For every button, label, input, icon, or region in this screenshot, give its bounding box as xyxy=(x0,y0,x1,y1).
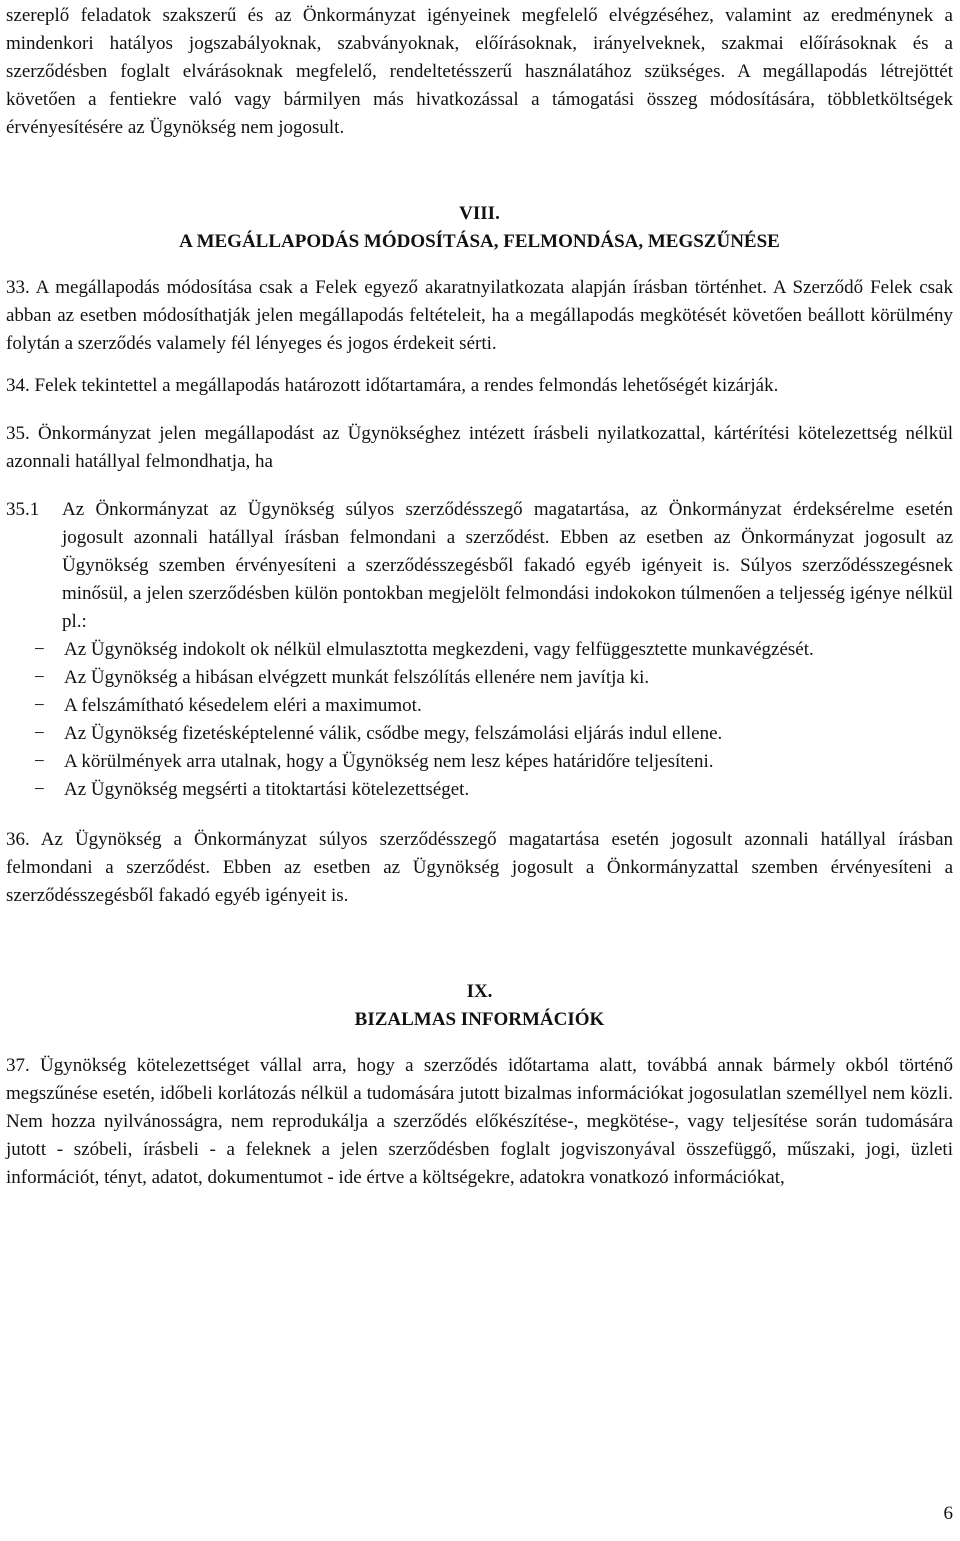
paragraph-37: 37. Ügynökség kötelezettséget vállal arra, hogy a szerződés időtartama alatt, továbbá annak bármely okból történő megszűnése esetén, időbeli korlátozás nélkül a tudomására jutott bizalmas információkat jogosulatlan személlyel nem közli. Nem hozza nyilvánosságra, nem reprodukálja a szerződés előkészítése-, megkötése-, vagy teljesítése során tudomására jutott - szóbeli, írásbeli - a feleknek a jelen szerződésben foglalt jogviszonyával összefüggő, műszaki, jogi, üzleti információt, tényt, adatot, dokumentumot - ide értve a költségekre, adatokra vonatkozó információkat, xyxy=(6,1055,953,1188)
paragraph-35-1-text: Az Önkormányzat az Ügynökség súlyos szerződésszegő magatartása, az Önkormányzat érdeksérelme esetén jogosult azonnali hatállyal írásban felmondani a szerződést. Ebben az esetben az Önkormányzat jogosult az Ügynökség szemben érvényesíteni a szerződésszegésből fakadó egyéb igényeit is. Súlyos szerződésszegésnek minősül, a jelen szerződésben külön pontokban megjelölt felmondási indokokon túlmenően a teljesség igénye nélkül pl.: xyxy=(62,499,953,632)
list-item: − Az Ügynökség indokolt ok nélkül elmulasztotta megkezdeni, vagy felfüggesztette munkavégzését. xyxy=(6,636,953,664)
paragraph-35: 35. Önkormányzat jelen megállapodást az Ügynökséghez intézett írásbeli nyilatkozattal, kártérítési kötelezettség nélkül azonnali hatállyal felmondhatja, ha xyxy=(6,423,953,472)
paragraph-33: 33. A megállapodás módosítása csak a Felek egyező akaratnyilatkozata alapján írásban történhet. A Szerződő Felek csak abban az esetben módosíthatják jelen megállapodás feltételeit, ha a megállapodás megkötését követően beállott körülmény folytán a szerződés valamely fél lényeges és jogos érdekeit sérti. xyxy=(6,277,953,354)
dash-bullet-icon: − xyxy=(34,667,45,688)
list-item: − A felszámítható késedelem eléri a maximumot. xyxy=(6,692,953,720)
list-item: − Az Ügynökség megsérti a titoktartási kötelezettséget. xyxy=(6,776,953,804)
paragraph-35-1-number: 35.1 xyxy=(6,499,40,520)
list-item: − A körülmények arra utalnak, hogy a Ügynökség nem lesz képes határidőre teljesíteni. xyxy=(6,748,953,776)
dash-bullet-icon: − xyxy=(34,751,45,772)
list-item: − Az Ügynökség a hibásan elvégzett munkát felszólítás ellenére nem javítja ki. xyxy=(6,664,953,692)
paragraph-34: 34. Felek tekintettel a megállapodás határozott időtartamára, a rendes felmondás lehetőségét kizárják. xyxy=(6,375,779,396)
section-ix-number: IX. xyxy=(466,981,493,1002)
termination-reasons-list xyxy=(6,636,953,804)
list-item: − Az Ügynökség fizetésképtelenné válik, csődbe megy, felszámolási eljárás indul ellene. xyxy=(6,720,953,748)
dash-bullet-icon: − xyxy=(34,695,45,716)
page-number: 6 xyxy=(943,1503,953,1524)
paragraph-36: 36. Az Ügynökség a Önkormányzat súlyos szerződésszegő magatartása esetén jogosult azonnali hatállyal írásban felmondani a szerződést. Ebben az esetben az Ügynökség jogosult a Önkormányzattal szemben érvényesíteni a szerződésszegésből fakadó egyéb igényeit is. xyxy=(6,829,953,906)
section-viii-number: VIII. xyxy=(459,203,500,224)
section-viii-title: A MEGÁLLAPODÁS MÓDOSÍTÁSA, FELMONDÁSA, MEGSZŰNÉSE xyxy=(179,231,780,252)
dash-bullet-icon: − xyxy=(34,779,45,800)
paragraph-35-1 xyxy=(6,496,953,636)
dash-bullet-icon: − xyxy=(34,723,45,744)
dash-bullet-icon: − xyxy=(34,639,45,660)
intro-paragraph: szereplő feladatok szakszerű és az Önkormányzat igényeinek megfelelő elvégzéséhez, valamint az eredménynek a mindenkori hatályos jogszabályoknak, szabványoknak, előírásoknak, irányelveknek, szakmai előírásoknak és a szerződésben foglalt elvárásoknak megfelelő, rendeltetésszerű használatához szükséges. A megállapodás létrejöttét követően a fentiekre való vagy bármilyen más hivatkozással a támogatási összeg módosítására, többletköltségek érvényesítésére az Ügynökség nem jogosult. xyxy=(6,5,953,138)
document-page xyxy=(6,0,953,1192)
section-ix-title: BIZALMAS INFORMÁCIÓK xyxy=(354,1009,605,1030)
paragraph-35-1-body xyxy=(62,496,953,636)
